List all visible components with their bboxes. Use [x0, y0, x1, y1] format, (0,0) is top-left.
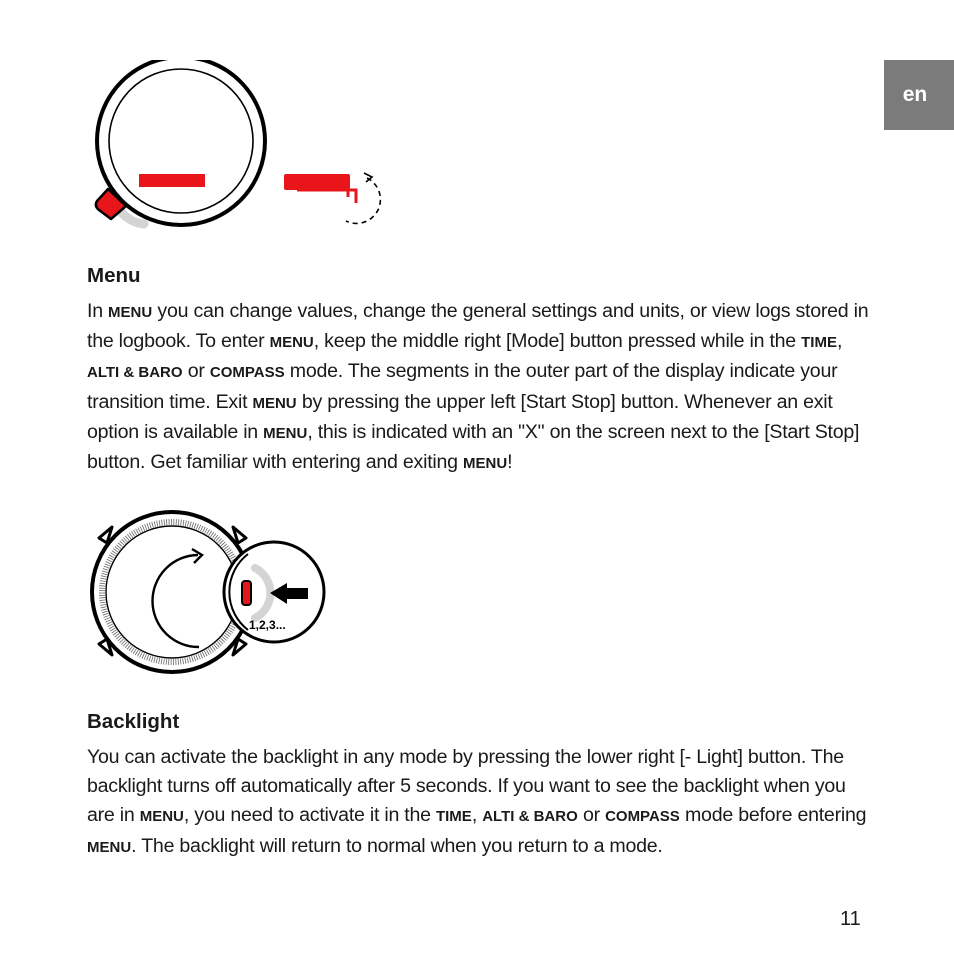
text-run: by pressing the upper left [Start Stop] button. Whenever an exit option is available in: [87, 390, 833, 443]
page-number: 11: [840, 908, 861, 930]
watch-icon: [96, 60, 265, 225]
section-heading-menu: Menu: [87, 264, 141, 287]
mode-keyword: MENU: [108, 304, 153, 321]
text-run: , you need to activate it in the: [183, 804, 436, 827]
watch-menu-figure: [80, 60, 410, 235]
text-run: . The backlight will return to normal when you return to a mode.: [131, 834, 663, 857]
text-run: ,: [471, 804, 483, 827]
text-run: or: [182, 360, 210, 383]
backlight-paragraph: [87, 743, 872, 862]
section-heading-backlight: Backlight: [87, 710, 180, 733]
text-run: ,: [836, 330, 843, 353]
menu-paragraph: [87, 297, 872, 478]
text-run: , keep the middle right [Mode] button pressed while in the: [313, 330, 802, 353]
mode-keyword: MENU: [269, 334, 314, 352]
mode-keyword: ALTI & BARO: [87, 364, 183, 382]
mode-keyword: MENU: [462, 455, 508, 473]
text-run: mode. The segments in the outer part of the display indicate your transition time. Exit: [87, 360, 838, 413]
mode-keyword: COMPASS: [605, 808, 680, 826]
mode-keyword: COMPASS: [209, 364, 285, 382]
mode-keyword: MENU: [139, 808, 184, 826]
mode-keyword: TIME: [801, 334, 837, 352]
mode-keyword: MENU: [263, 424, 308, 442]
mode-keyword: ALTI & BARO: [482, 808, 578, 826]
text-run: or: [577, 804, 606, 827]
menu-bars-icon: [284, 173, 380, 223]
language-tab: en: [884, 60, 954, 130]
press-count-label: 1,2,3...: [249, 618, 286, 632]
text-run: You can activate the backlight in any mode by pressing the lower right [- Light] button. The backlight turns off automatically after 5 seconds. If you want to see the backlight when you are in: [87, 746, 846, 827]
mode-keyword: MENU: [252, 394, 297, 412]
text-run: you can change values, change the general settings and units, or view logs stored in the logbook. To enter: [87, 300, 869, 353]
mode-keyword: MENU: [87, 838, 132, 856]
text-run: , this is indicated with an "X" on the screen next to the [Start Stop] button. Get familiar with entering and exiting: [87, 420, 860, 474]
mode-keyword: TIME: [435, 808, 472, 826]
text-run: In: [87, 300, 109, 322]
text-run: mode before entering: [679, 804, 867, 827]
text-run: !: [507, 451, 513, 474]
watch-mode-button-figure: [84, 510, 334, 675]
